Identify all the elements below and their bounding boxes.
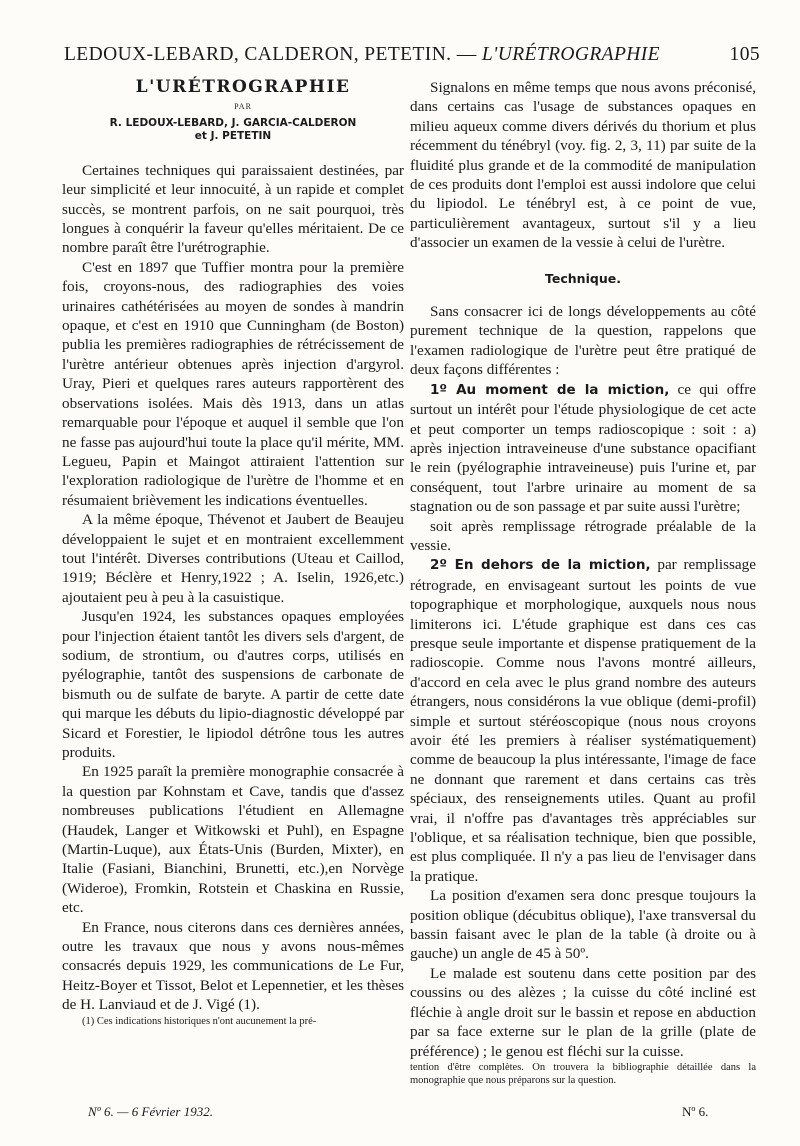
paragraph: soit après remplissage rétrograde préalable de la vessie. — [410, 517, 756, 554]
running-head — [64, 44, 760, 66]
paragraph: La position d'examen sera donc presque toujours la position oblique (décubitus oblique), l'axe transversal du bassin faisant avec le plan de la table (à droite ou à gauche) un angle de 45 à 50º. — [410, 887, 756, 963]
paragraph: Signalons en même temps que nous avons préconisé, dans certains cas l'usage de substances opaques en milieu aqueux comme divers dérivés du thorium et plus récemment du ténébryl (voy. fig. 2, 3, 11) par suite de la fluidité plus grande et de la commodité de manipulation de ces produits dont l'emploi est aussi indolore que celui du lipiodol. Le ténébryl est, à ce point de vue, particulièrement avantageux, surtout s'il y a lieu d'associer un examen de la vessie à celui de l'urètre. — [410, 79, 756, 252]
by-label: PAR — [234, 102, 252, 112]
authors-line-2: et J. PETETIN — [194, 129, 272, 142]
paragraph: En France, nous citerons dans ces dernières années, outre les travaux que nous y avons nous-mêmes consacrés depuis 1929, les communications de Le Fur, Heitz-Boyer et Tissot, Belot et Lepennetier, et les thèses de H. Lanviaud et de J. Vigé (1). — [62, 918, 404, 1014]
list-item-text: par remplissage rétrograde, en envisageant surtout les points de vue topographique et morphologique, auxquels nous nous limiterons ici. L'étude graphique est dans ces cas presque seule importante et dispense pratiquement de la radioscopie. Comme nous l'avons montré ailleurs, d'accord en cela avec le plus grand nombre des auteurs étrangers, nous considérons la vue oblique (demi-profil) simple et surtout stéréoscopique (nous nous croyons avoir été les premiers à réaliser systématiquement) comme de beaucoup la plus intéressante, l'image de face ne donnant que rarement et dans certains cas très spéciaux, des renseignements utiles. Quant au profil vrai, il n'offre pas d'avantages très appréciables sur l'oblique, et sa réalisation technique, bien que possible, est plus compliquée. Il n'y a pas lieu de l'envisager dans la pratique. — [410, 556, 756, 885]
list-item-label: 1º Au moment de la miction, — [430, 381, 670, 398]
running-head-authors: LEDOUX-LEBARD, CALDERON, PETETIN. — [64, 44, 452, 65]
issue-footer-right: Nº 6. — [682, 1104, 709, 1119]
paragraph: A la même époque, Thévenot et Jaubert de Beaujeu développaient le sujet et en montraient excellemment tout l'intérêt. Diverses contributions (Uteau et Caillod, 1919; Béclère et Henry,1922 ; A. Iselin, 1926,etc.) ajoutaient peu à peu à la casuistique. — [62, 511, 404, 606]
list-item-2 — [410, 555, 756, 886]
running-head-text — [64, 44, 660, 66]
paragraph: Sans consacrer ici de longs développements au côté purement technique de la question, rappelons que l'examen radiologique de l'urètre peut être pratiqué de deux façons différentes : — [410, 303, 756, 379]
paragraph: Certaines techniques qui paraissaient destinées, par leur simplicité et leur innocuité, à un rapide et complet succès, se montrent parfois, on ne sait pourquoi, très longues à conquérir la faveur qu'elles méritaient. De ce nombre paraît être l'urétrographie. — [62, 161, 404, 257]
authors-line-1: R. LEDOUX-LEBARD, J. GARCIA-CALDERON — [109, 116, 357, 129]
paragraph: C'est en 1897 que Tuffier montra pour la première fois, croyons-nous, des radiographies des voies urinaires cathétérisées au moyen de sondes à mandrin opaque, et c'est en 1910 que Cunningham (de Boston) publia les premières radiographies de rétrécissement de l'urètre antérieur obtenues après injection d'argyrol. Uray, Pieri et quelques rares auteurs rapportèrent des observations isolées. Mais dès 1913, dans un atlas remarquable pour l'époque et auquel il semble que l'on ne fasse pas aujourd'hui toute la place qu'il mérite, MM. Legueu, Papin et Maingot attiraient l'attention sur l'exploration radiologique de l'urètre de l'homme et en résumaient brièvement les indications éventuelles. — [62, 258, 404, 509]
section-heading: Technique. — [545, 270, 621, 286]
article-title: L'URÉTROGRAPHIE — [135, 77, 351, 97]
paragraph: En 1925 paraît la première monographie consacrée à la question par Kohnstam et Cave, tandis que d'assez nombreuses publications l'étudient en Allemagne (Haudek, Langer et Witkowski et Puhl), en Espagne (Martin-Luque), aux États-Unis (Burden, Mixter), en Italie (Fasiani, Bianchini, Brunetti, etc.),en Norvège (Wideroe), Fromkin, Rotstein et Chaskina en Russie, etc. — [62, 763, 404, 917]
paragraph: Le malade est soutenu dans cette position par des coussins ou des alèzes ; la cuisse du côté incliné est fléchie à angle droit sur le bassin et repose en abduction par sa face externe sur le plan de la grille (plate de préférence) ; le genou est fléchi sur la cuisse. — [410, 964, 756, 1060]
footnote: (1) Ces indications historiques n'ont aucunement la pré- — [82, 1015, 317, 1027]
right-column — [410, 78, 756, 1087]
left-column — [62, 78, 404, 1028]
running-head-dash: — — [456, 44, 477, 65]
issue-date: Nº 6. — 6 Février 1932. — [88, 1104, 213, 1119]
paragraph: Jusqu'en 1924, les substances opaques employées pour l'injection étaient tantôt les divers sels d'argent, de sodium, de strontium, ou d'autres corps, utilisés en pyélographie, tantôt des suspensions de carbonate de bismuth ou de sulfate de baryte. A partir de cette date qui marque les débuts du lipio-diagnostic développé par Sicard et Forestier, le lipiodol détrône tous les autres produits. — [62, 608, 404, 761]
list-item-label: 2º En dehors de la miction, — [430, 557, 651, 574]
list-item-1 — [410, 380, 756, 517]
running-head-title: L'URÉTROGRAPHIE — [481, 44, 660, 65]
footnote-continuation: tention d'être complètes. On trouvera la bibliographie détaillée dans la monographie que nous préparons sur la question. — [410, 1061, 756, 1086]
article-authors — [62, 117, 404, 143]
list-item-text: ce qui offre surtout un intérêt pour l'étude physiologique de cet acte et peut comporter un temps radioscopique : soit : a) après injection intraveineuse d'une substance opacifiant le rein (pyélographie intraveineuse) puis l'urine et, par conséquent, tout l'arbre urinaire au moment de sa stagnation ou de son passage et par suite aussi l'urètre; — [410, 380, 757, 516]
issue-footer — [88, 1104, 213, 1120]
page-number: 105 — [729, 44, 760, 65]
